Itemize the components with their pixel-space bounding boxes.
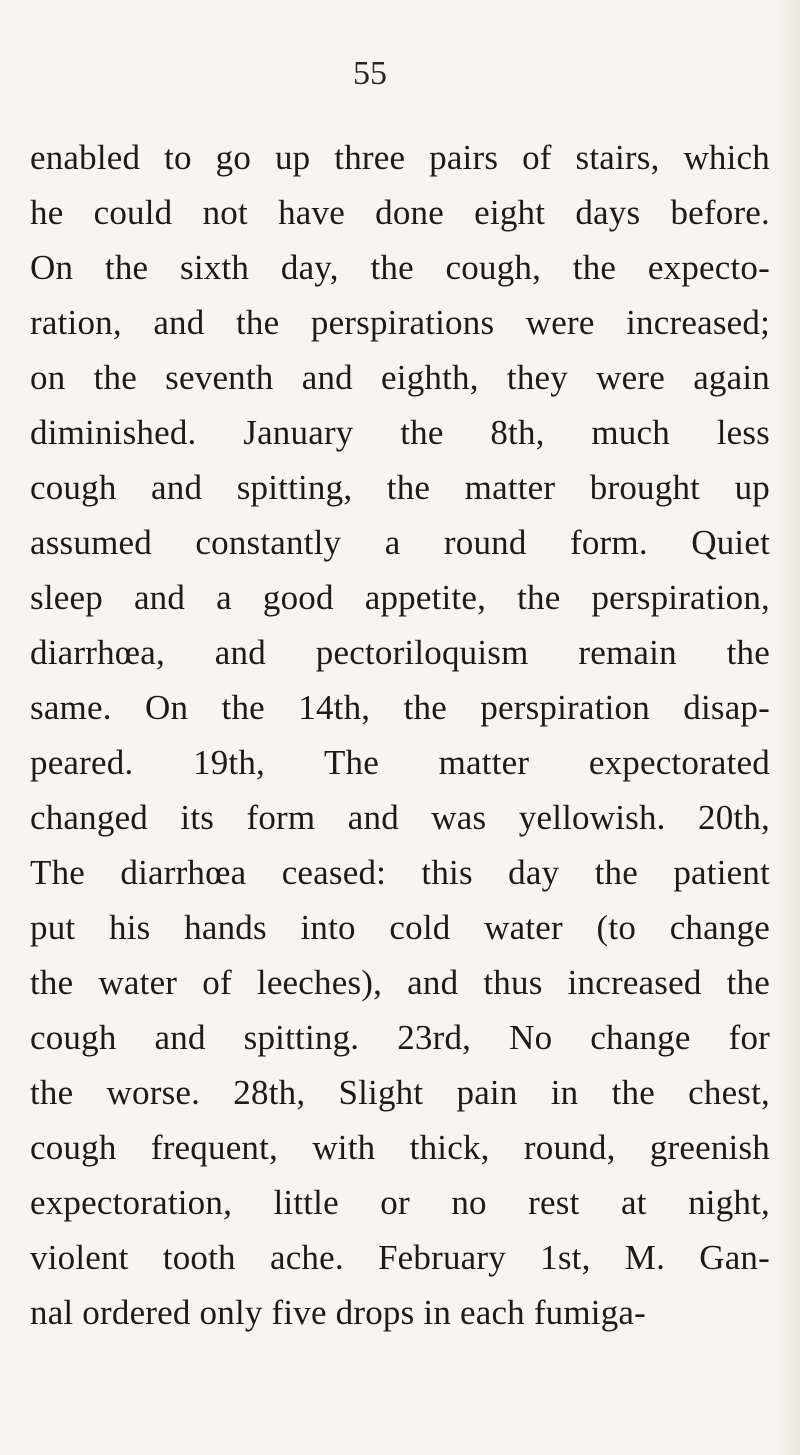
- text-line: the worse. 28th, Slight pain in the chest,: [30, 1073, 770, 1112]
- text-line: changed its form and was yellowish. 20th,: [30, 798, 770, 837]
- text-line: same. On the 14th, the perspiration disap-: [30, 688, 770, 727]
- text-line: cough and spitting, the matter brought up: [30, 468, 770, 507]
- page-number: 55: [353, 55, 387, 92]
- text-line: assumed constantly a round form. Quiet: [30, 523, 770, 562]
- text-line: violent tooth ache. February 1st, M. Gan-: [30, 1238, 770, 1277]
- text-line: The diarrhœa ceased: this day the patient: [30, 853, 770, 892]
- text-line: cough frequent, with thick, round, greenish: [30, 1128, 770, 1167]
- text-line: he could not have done eight days before.: [30, 193, 770, 232]
- page-edge-shadow: [772, 0, 800, 1455]
- text-line: diarrhœa, and pectoriloquism remain the: [30, 633, 770, 672]
- text-line: expectoration, little or no rest at night,: [30, 1183, 770, 1222]
- text-line: On the sixth day, the cough, the expecto-: [30, 248, 770, 287]
- text-line: cough and spitting. 23rd, No change for: [30, 1018, 770, 1057]
- text-line: diminished. January the 8th, much less: [30, 413, 770, 452]
- text-line: nal ordered only five drops in each fumiga-: [30, 1293, 647, 1332]
- text-line: enabled to go up three pairs of stairs, which: [30, 138, 770, 177]
- text-line: the water of leeches), and thus increased the: [30, 963, 770, 1002]
- text-line: ration, and the perspirations were increased;: [30, 303, 770, 342]
- text-line: on the seventh and eighth, they were again: [30, 358, 770, 397]
- text-line: peared. 19th, The matter expectorated: [30, 743, 770, 782]
- text-line: sleep and a good appetite, the perspiration,: [30, 578, 770, 617]
- text-line: put his hands into cold water (to change: [30, 908, 770, 947]
- body-text: [30, 130, 770, 1340]
